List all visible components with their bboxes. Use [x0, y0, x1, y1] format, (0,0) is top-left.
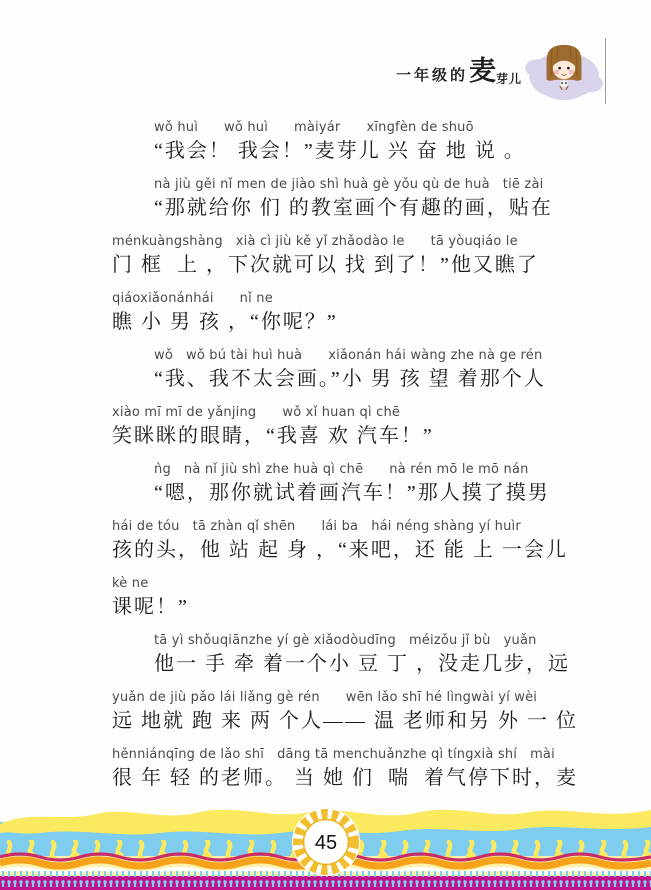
book-title-main: 麦 [469, 55, 497, 86]
pinyin-line: kè ne [112, 576, 149, 591]
text-line [112, 574, 592, 622]
text-line [112, 346, 592, 394]
book-title [396, 55, 523, 86]
hanzi-line: 他一 手 牵 着一个小 豆 丁 ，没走几步，远 [154, 653, 570, 675]
hanzi-line: 门 框 上 ，下次就可以 找 到了！”他又瞧了 [112, 254, 539, 276]
text-line [112, 745, 592, 793]
hanzi-line: 课呢！” [112, 596, 189, 618]
text-line [112, 289, 592, 337]
footer-decorative-border [0, 800, 651, 890]
page-number-medallion [292, 808, 360, 876]
pinyin-line: qiáoxiǎonánhái nǐ ne [112, 291, 273, 306]
hanzi-line: 远 地就 跑 来 两 个人—— 温 老师和另 外 一 位 [112, 710, 578, 732]
text-line [112, 232, 592, 280]
text-line [112, 175, 592, 223]
pinyin-line: ǹg nà nǐ jiù shì zhe huà qì chē nà rén mō le mō nán [154, 462, 529, 477]
book-title-prefix: 一年级的 [396, 67, 469, 84]
pinyin-line: wǒ huì wǒ huì màiyár xīngfèn de shuō [154, 120, 474, 135]
hanzi-line: 孩的头，他 站 起 身 ，“来吧，还 能 上 一会儿 [112, 539, 568, 561]
story-text [112, 118, 592, 802]
hanzi-line: 瞧 小 男 孩 ，“你呢？” [112, 311, 338, 333]
pinyin-line: ménkuàngshàng xià cì jiù kě yǐ zhǎodào le tā yòuqiáo le [112, 234, 518, 249]
hanzi-line: “我、我不太会画。”小 男 孩 望 着那个人 [154, 368, 546, 390]
pinyin-line: hái de tóu tā zhàn qǐ shēn lái ba hái néng shàng yí huìr [112, 519, 521, 534]
pinyin-line: tā yì shǒuqiānzhe yí gè xiǎodòudīng méizǒu jǐ bù yuǎn [154, 633, 537, 648]
pinyin-line: xiào mī mī de yǎnjing wǒ xǐ huan qì chē [112, 405, 401, 420]
border-waves-icon [0, 800, 651, 890]
book-header [396, 38, 606, 104]
text-line [112, 517, 592, 565]
pinyin-line: hěnniánqīng de lǎo shī dāng tā menchuǎnzhe qì tíngxià shí mài [112, 747, 555, 762]
hanzi-line: “嗯，那你就试着画汽车！”那人摸了摸男 [154, 482, 550, 504]
book-title-suffix: 芽儿 [496, 71, 523, 86]
hanzi-line: 很 年 轻 的老师。 当 她 们 喘 着气停下时，麦 [112, 767, 578, 789]
hanzi-line: “那就给你 们 的教室画个有趣的画，贴在 [154, 197, 553, 219]
page-number: 45 [314, 832, 338, 854]
text-line [112, 403, 592, 451]
pinyin-line: yuǎn de jiù pǎo lái liǎng gè rén wēn lǎo shī hé lìngwài yí wèi [112, 690, 538, 705]
pinyin-line: wǒ wǒ bú tài huì huà xiǎonán hái wàng zhe nà ge rén [154, 348, 543, 363]
text-line [112, 118, 592, 166]
mascot-girl-icon [522, 39, 606, 103]
text-line [112, 460, 592, 508]
text-line [112, 631, 592, 679]
hanzi-line: “我会！ 我会！”麦芽儿 兴 奋 地 说 。 [154, 140, 526, 162]
hanzi-line: 笑眯眯的眼睛，“我喜 欢 汽车！” [112, 425, 434, 447]
text-line [112, 688, 592, 736]
pinyin-line: nà jiù gěi nǐ men de jiào shì huà gè yǒu qù de huà tiē zài [154, 177, 544, 192]
